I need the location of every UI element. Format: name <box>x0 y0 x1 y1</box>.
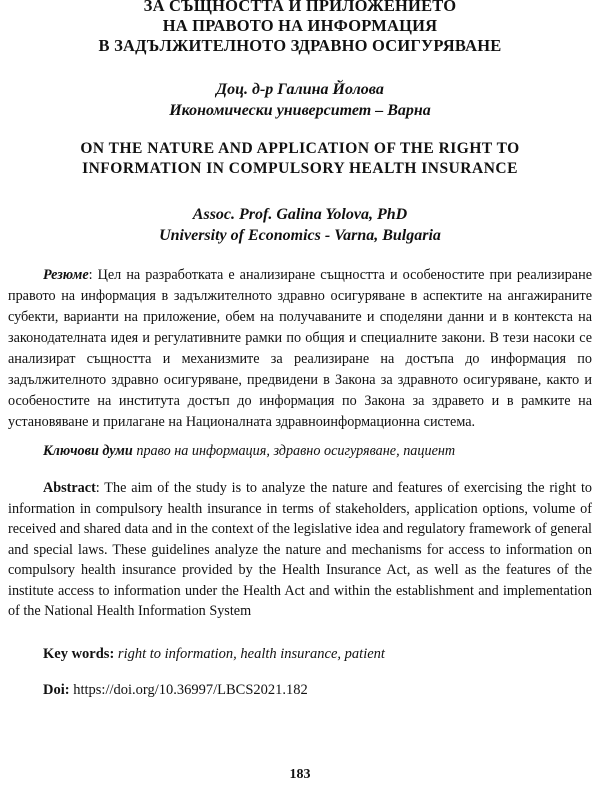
keywords-bg-text: право на информация, здравно осигуряване, пациент <box>132 443 456 459</box>
title-en-line-1: ON THE NATURE AND APPLICATION OF THE RIGHT TO <box>80 140 520 157</box>
title-bg-line-2: НА ПРАВОТО НА ИНФОРМАЦИЯ <box>162 16 438 35</box>
abstract-en-text: : The aim of the study is to analyze the nature and features of exercising the right to information in compulsory health insurance in terms of stakeholders, application options, volume of received and shared data and in the context of the legislative idea and regulatory framework of general and special laws. These guidelines analyze the nature and mechanisms for access to information on compulsory health insurance provided by the Health Insurance Act, as well as the features of the institute access to information under the Health Act and within the establishment and implementation of the National Health Information System <box>8 480 592 619</box>
author-name-en: Assoc. Prof. Galina Yolova, PhD <box>192 206 408 223</box>
keywords-en-text: right to information, health insurance, patient <box>114 646 385 662</box>
author-affiliation-bg: Икономически университет – Варна <box>169 102 431 119</box>
author-affiliation-en: University of Economics - Varna, Bulgaria <box>159 227 441 244</box>
keywords-bulgarian <box>43 441 455 462</box>
title-bg-line-3: В ЗАДЪЛЖИТЕЛНОТО ЗДРАВНО ОСИГУРЯВАНЕ <box>98 36 502 55</box>
author-block-bulgarian <box>0 79 600 121</box>
abstract-english <box>8 478 592 622</box>
title-english <box>0 139 600 179</box>
doi-label: Doi: <box>43 682 70 698</box>
keywords-bg-label: Ключови думи <box>43 443 133 459</box>
abstract-bg-label: Резюме <box>43 267 89 283</box>
abstract-bulgarian <box>8 265 592 433</box>
doi-link[interactable]: https://doi.org/10.36997/LBCS2021.182 <box>69 682 308 698</box>
keywords-en-label: Key words: <box>43 646 115 662</box>
author-name-bg: Доц. д-р Галина Йолова <box>216 81 384 98</box>
abstract-en-label: Abstract <box>43 480 96 496</box>
abstract-bg-text: : Цел на разработката е анализиране същността и особеностите при реализиране правото на информация в задължителното здравно осигуряване в аспектите на ангажираните субекти, варианти на приложение, обем на получаваните и споделяни данни и в контекста на законодателната идея и регулативните рамки по общия и специалните закони. В тези насоки се анализират същността и механизмите за реализиране на достъпа до информация по задължителното здравно осигуряване, предвидени в Закона за здравното осигуряване, както и особеностите на института достъп до информация по Закона за здравето и в рамките на установяване и прилагане на Националната здравноинформационна система. <box>8 267 592 430</box>
title-bg-line-1: ЗА СЪЩНОСТТА И ПРИЛОЖЕНИЕТО <box>143 0 457 15</box>
title-en-line-2: INFORMATION IN COMPULSORY HEALTH INSURANCE <box>82 160 518 177</box>
keywords-english <box>43 644 385 665</box>
author-block-english <box>0 204 600 246</box>
doi-line <box>43 680 308 701</box>
page-number: 183 <box>289 767 311 782</box>
title-bulgarian <box>0 0 600 56</box>
